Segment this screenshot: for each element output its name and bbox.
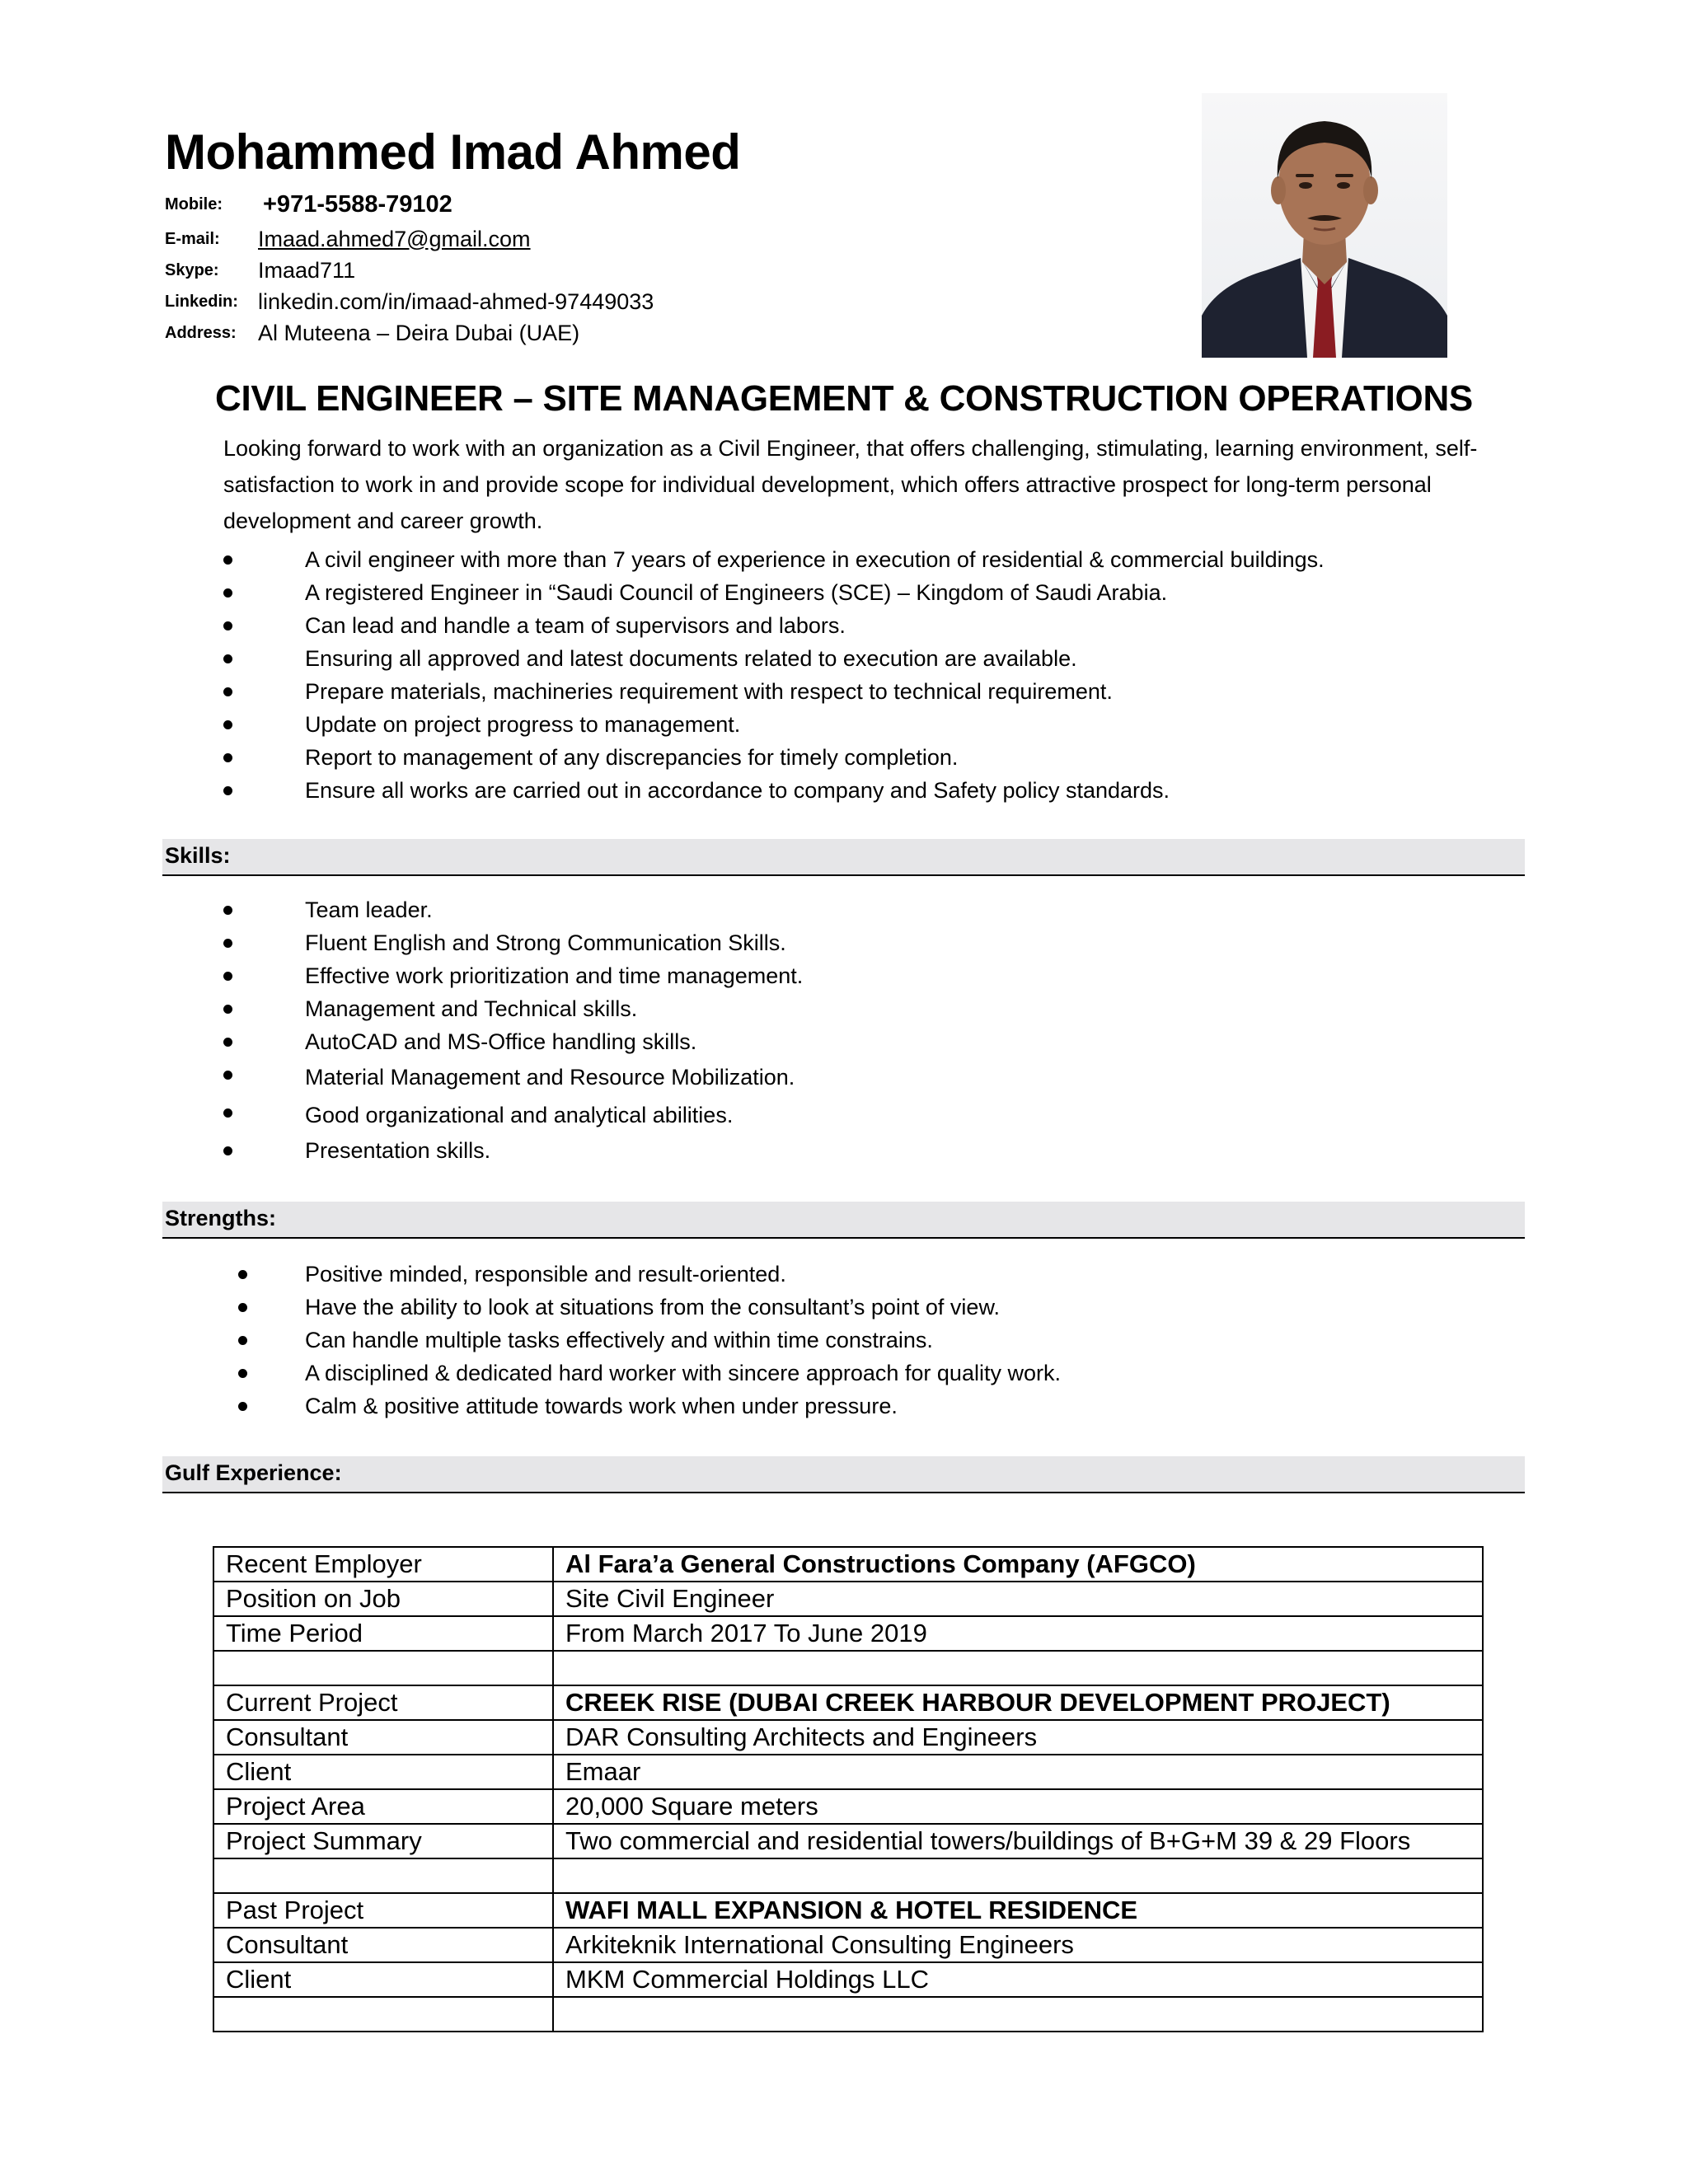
list-item: Can handle multiple tasks effectively and within time constrains.: [223, 1324, 1061, 1357]
row-value: [553, 1858, 1483, 1893]
list-item: AutoCAD and MS-Office handling skills.: [223, 1025, 803, 1058]
contact-label: Mobile:: [165, 194, 223, 213]
row-label: Consultant: [213, 1928, 553, 1962]
table-row: [213, 1616, 1483, 1651]
candidate-name: Mohammed Imad Ahmed: [165, 124, 741, 180]
portrait-image: [1202, 93, 1447, 358]
contact-email: [165, 223, 531, 255]
row-label: Position on Job: [213, 1582, 553, 1616]
contact-label: Address:: [165, 323, 237, 342]
list-item: Good organizational and analytical abilities.: [223, 1096, 803, 1134]
contact-linkedin: [165, 286, 654, 317]
row-value: Two commercial and residential towers/buildings of B+G+M 39 & 29 Floors: [553, 1824, 1483, 1858]
list-item: Team leader.: [223, 893, 803, 926]
list-item: A civil engineer with more than 7 years of experience in execution of residential & commercial buildings.: [223, 543, 1325, 576]
section-title: Gulf Experience:: [165, 1460, 342, 1485]
table-row: [213, 1582, 1483, 1616]
list-item: Fluent English and Strong Communication Skills.: [223, 926, 803, 959]
row-label: Consultant: [213, 1720, 553, 1755]
skype-id: Imaad711: [258, 257, 356, 283]
row-label: Client: [213, 1755, 553, 1789]
contact-label: E-mail:: [165, 229, 220, 248]
list-item: Have the ability to look at situations from the consultant’s point of view.: [223, 1291, 1061, 1324]
table-row: [213, 1824, 1483, 1858]
experience-table: [213, 1546, 1484, 2032]
table-row: [213, 1928, 1483, 1962]
list-item: A disciplined & dedicated hard worker with sincere approach for quality work.: [223, 1357, 1061, 1390]
table-row: [213, 1547, 1483, 1582]
strengths-section-header: [162, 1202, 1525, 1239]
row-label: Past Project: [213, 1893, 553, 1928]
list-item: Ensure all works are carried out in accordance to company and Safety policy standards.: [223, 774, 1325, 807]
mobile-number: +971-5588-79102: [263, 190, 452, 218]
row-value: From March 2017 To June 2019: [553, 1616, 1483, 1651]
career-objective: Looking forward to work with an organization as a Civil Engineer, that offers challenging, stimulating, learning environment, self-satisfaction to work in and provide scope for individual development, which offers attractive prospect for long-term personal development and career growth.: [223, 436, 1478, 533]
table-row: [213, 1962, 1483, 1997]
profile-photo: [1202, 93, 1447, 358]
email-link[interactable]: Imaad.ahmed7@gmail.com: [258, 226, 531, 251]
linkedin-url[interactable]: linkedin.com/in/imaad-ahmed-97449033: [258, 288, 654, 314]
list-item: Report to management of any discrepancies for timely completion.: [223, 741, 1325, 774]
list-item: Presentation skills.: [223, 1134, 803, 1167]
list-item: Management and Technical skills.: [223, 992, 803, 1025]
gulf-experience-section-header: [162, 1456, 1525, 1493]
row-value: Arkiteknik International Consulting Engineers: [553, 1928, 1483, 1962]
row-label: Project Summary: [213, 1824, 553, 1858]
professional-headline: CIVIL ENGINEER – SITE MANAGEMENT & CONSTRUCTION OPERATIONS: [215, 378, 1473, 419]
table-row: [213, 1858, 1483, 1893]
table-row: [213, 1789, 1483, 1824]
list-item: Material Management and Resource Mobilization.: [223, 1058, 803, 1096]
list-item: Can lead and handle a team of supervisors and labors.: [223, 609, 1325, 642]
contact-label: Linkedin:: [165, 292, 238, 311]
row-value: DAR Consulting Architects and Engineers: [553, 1720, 1483, 1755]
contact-skype: [165, 255, 355, 286]
row-label: Project Area: [213, 1789, 553, 1824]
strengths-list: [223, 1258, 1061, 1422]
skills-list: [223, 893, 803, 1167]
row-value: 20,000 Square meters: [553, 1789, 1483, 1824]
contact-mobile: [165, 189, 452, 220]
row-label: Time Period: [213, 1616, 553, 1651]
row-label: [213, 1997, 553, 2032]
row-label: Client: [213, 1962, 553, 1997]
list-item: Calm & positive attitude towards work when under pressure.: [223, 1390, 1061, 1422]
row-value: [553, 1651, 1483, 1685]
list-item: Prepare materials, machineries requirement with respect to technical requirement.: [223, 675, 1325, 708]
list-item: Positive minded, responsible and result-oriented.: [223, 1258, 1061, 1291]
contact-label: Skype:: [165, 260, 219, 279]
table-row: [213, 1755, 1483, 1789]
list-item: Update on project progress to management.: [223, 708, 1325, 741]
section-title: Skills:: [165, 843, 231, 868]
summary-list: [223, 543, 1325, 807]
contact-address: [165, 317, 579, 349]
list-item: A registered Engineer in “Saudi Council of Engineers (SCE) – Kingdom of Saudi Arabia.: [223, 576, 1325, 609]
row-value: CREEK RISE (DUBAI CREEK HARBOUR DEVELOPMENT PROJECT): [553, 1685, 1483, 1720]
row-value: Emaar: [553, 1755, 1483, 1789]
row-value: MKM Commercial Holdings LLC: [553, 1962, 1483, 1997]
list-item: Effective work prioritization and time management.: [223, 959, 803, 992]
skills-section-header: [162, 839, 1525, 876]
address: Al Muteena – Deira Dubai (UAE): [258, 320, 580, 345]
table-row: [213, 1997, 1483, 2032]
row-value: [553, 1997, 1483, 2032]
row-value: Site Civil Engineer: [553, 1582, 1483, 1616]
row-label: [213, 1651, 553, 1685]
row-label: [213, 1858, 553, 1893]
row-value: WAFI MALL EXPANSION & HOTEL RESIDENCE: [553, 1893, 1483, 1928]
row-label: Current Project: [213, 1685, 553, 1720]
table-row: [213, 1651, 1483, 1685]
table-row: [213, 1893, 1483, 1928]
list-item: Ensuring all approved and latest documents related to execution are available.: [223, 642, 1325, 675]
row-label: Recent Employer: [213, 1547, 553, 1582]
table-row: [213, 1685, 1483, 1720]
table-row: [213, 1720, 1483, 1755]
section-title: Strengths:: [165, 1206, 276, 1230]
row-value: Al Fara’a General Constructions Company (AFGCO): [553, 1547, 1483, 1582]
